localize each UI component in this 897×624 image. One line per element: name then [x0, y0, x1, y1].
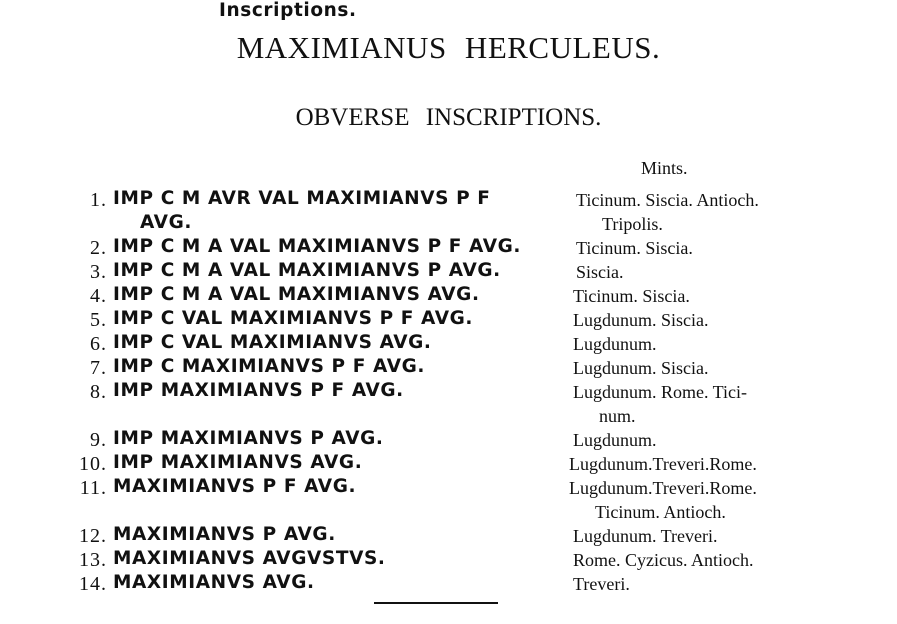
inscription-text: IMP C M A VAL MAXIMIANVS P F AVG.	[113, 236, 522, 257]
mints-text: Ticinum. Siscia.	[573, 286, 690, 306]
mints-text: Siscia.	[576, 262, 624, 282]
mints-text: Ticinum. Siscia. Antioch.	[576, 190, 759, 210]
table-row	[0, 236, 897, 260]
inscription-text: IMP C MAXIMIANVS P F AVG.	[113, 356, 426, 377]
table-row	[0, 428, 897, 452]
row-number: 14.	[79, 573, 107, 595]
inscription-text: MAXIMIANVS P F AVG.	[113, 476, 357, 497]
mints-text: Lugdunum.	[573, 430, 657, 450]
mints-text: Treveri.	[573, 574, 630, 594]
mints-text: Lugdunum. Rome. Tici-	[573, 382, 748, 402]
table-row	[0, 308, 897, 332]
row-number: 6.	[90, 333, 107, 355]
inscription-text: IMP C M A VAL MAXIMIANVS AVG.	[113, 284, 480, 305]
row-number: 3.	[90, 261, 107, 283]
row-number: 9.	[90, 429, 107, 451]
mints-text: Lugdunum. Treveri.	[573, 526, 718, 546]
table-row	[0, 356, 897, 380]
table-row	[0, 476, 897, 522]
mints-text: Lugdunum. Siscia.	[573, 310, 709, 330]
mints-text: Lugdunum.Treveri.Rome.	[569, 454, 757, 474]
inscription-text: IMP MAXIMIANVS AVG.	[113, 452, 363, 473]
mints-text: Ticinum. Siscia.	[576, 238, 693, 258]
mints-continuation: num.	[599, 406, 636, 426]
row-number: 7.	[90, 357, 107, 379]
table-row	[0, 188, 897, 234]
inscription-text: MAXIMIANVS AVGVSTVS.	[113, 548, 386, 569]
inscription-continuation: AVG.	[140, 212, 192, 233]
mints-column-header: Mints.	[641, 158, 688, 178]
inscription-text: MAXIMIANVS AVG.	[113, 572, 315, 593]
inscription-text: IMP C M AVR VAL MAXIMIANVS P F	[113, 188, 491, 209]
mints-continuation: Tripolis.	[602, 214, 663, 234]
row-number: 2.	[90, 237, 107, 259]
table-row	[0, 284, 897, 308]
mints-text: Lugdunum. Siscia.	[573, 358, 709, 378]
section-subtitle: OBVERSE INSCRIPTIONS.	[295, 104, 602, 131]
inscription-text: IMP MAXIMIANVS P AVG.	[113, 428, 384, 449]
row-number: 13.	[79, 549, 107, 571]
table-row	[0, 452, 897, 476]
table-row	[0, 332, 897, 356]
inscription-text: MAXIMIANVS P AVG.	[113, 524, 336, 545]
row-number: 12.	[79, 525, 107, 547]
row-number: 11.	[79, 477, 107, 499]
mints-text: Lugdunum.	[573, 334, 657, 354]
table-row	[0, 260, 897, 284]
inscriptions-column-header: Inscriptions.	[219, 0, 357, 21]
mints-text: Lugdunum.Treveri.Rome.	[569, 478, 757, 498]
table-row	[0, 572, 897, 596]
row-number: 10.	[79, 453, 107, 475]
row-number: 1.	[90, 189, 107, 211]
page-title: MAXIMIANUS HERCULEUS.	[236, 30, 661, 65]
table-row	[0, 380, 897, 426]
inscription-text: IMP C VAL MAXIMIANVS P F AVG.	[113, 308, 474, 329]
row-number: 5.	[90, 309, 107, 331]
row-number: 4.	[90, 285, 107, 307]
inscription-text: IMP C VAL MAXIMIANVS AVG.	[113, 332, 432, 353]
inscription-text: IMP MAXIMIANVS P F AVG.	[113, 380, 404, 401]
table-row	[0, 548, 897, 572]
row-number: 8.	[90, 381, 107, 403]
table-row	[0, 524, 897, 548]
mints-continuation: Ticinum. Antioch.	[595, 502, 726, 522]
end-rule	[374, 602, 498, 604]
mints-text: Rome. Cyzicus. Antioch.	[573, 550, 754, 570]
inscription-text: IMP C M A VAL MAXIMIANVS P AVG.	[113, 260, 501, 281]
